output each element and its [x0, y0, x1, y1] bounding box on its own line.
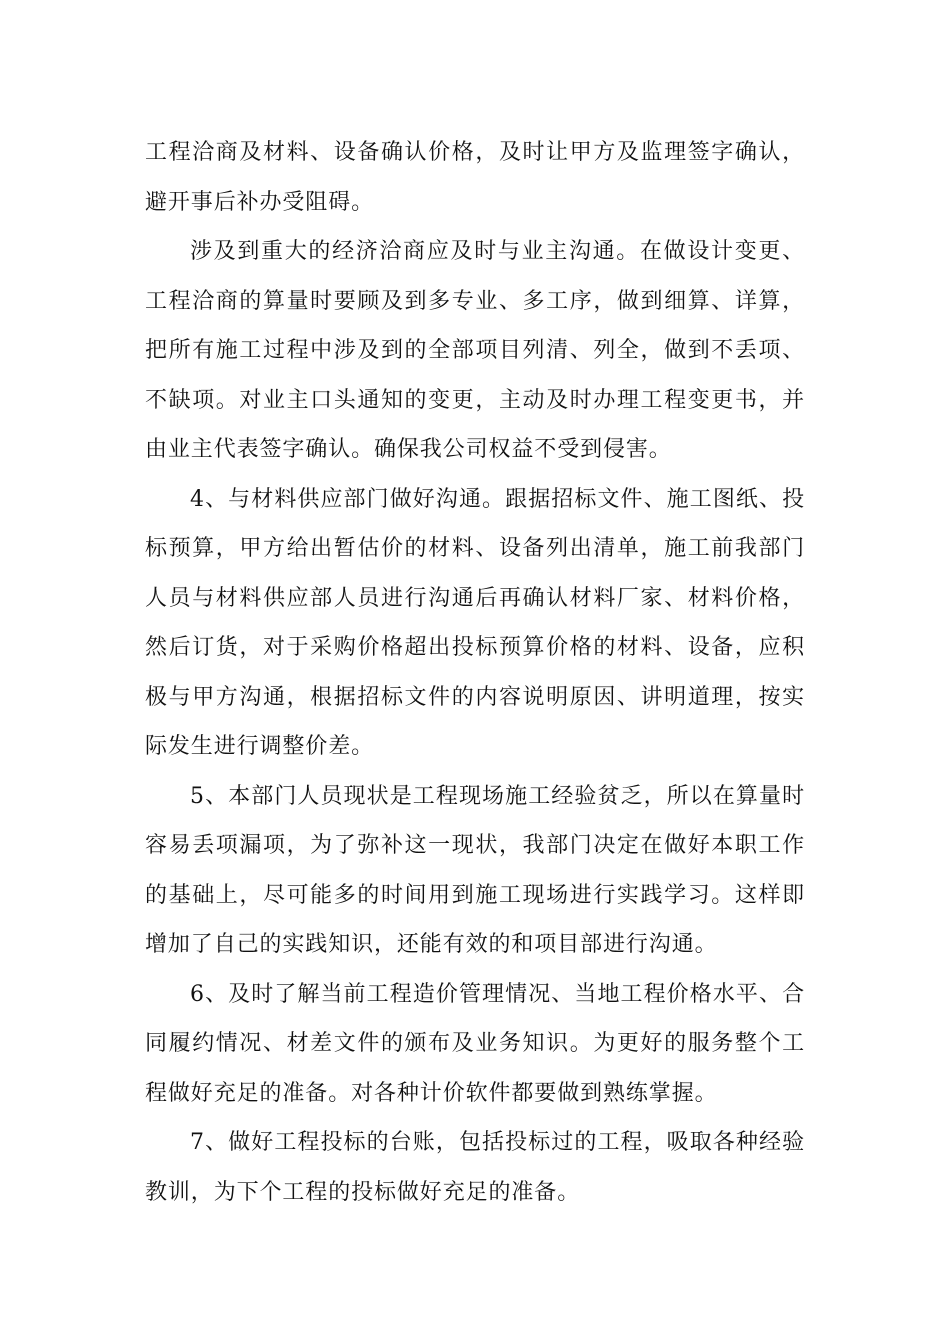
paragraph-6: 7、做好工程投标的台账，包括投标过的工程，吸取各种经验教训，为下个工程的投标做好充足的准备。: [145, 1130, 805, 1205]
document-body: [145, 128, 805, 1217]
paragraph-1: 工程洽商及材料、设备确认价格，及时让甲方及监理签字确认，避开事后补办受阻碍。: [145, 140, 805, 215]
paragraph-4: 5、本部门人员现状是工程现场施工经验贫乏，所以在算量时容易丢项漏项，为了弥补这一现状，我部门决定在做好本职工作的基础上，尽可能多的时间用到施工现场进行实践学习。这样即增加了自己的实践知识，还能有效的和项目部进行沟通。: [145, 783, 805, 957]
paragraph-2: 涉及到重大的经济洽商应及时与业主沟通。在做设计变更、工程洽商的算量时要顾及到多专业、多工序，做到细算、详算，把所有施工过程中涉及到的全部项目列清、列全，做到不丢项、不缺项。对业主口头通知的变更，主动及时办理工程变更书，并由业主代表签字确认。确保我公司权益不受到侵害。: [145, 239, 805, 462]
paragraph-3: 4、与材料供应部门做好沟通。跟据招标文件、施工图纸、投标预算，甲方给出暂估价的材料、设备列出清单，施工前我部门人员与材料供应部人员进行沟通后再确认材料厂家、材料价格，然后订货，对于采购价格超出投标预算价格的材料、设备，应积极与甲方沟通，根据招标文件的内容说明原因、讲明道理，按实际发生进行调整价差。: [145, 486, 805, 759]
paragraph-5: 6、及时了解当前工程造价管理情况、当地工程价格水平、合同履约情况、材差文件的颁布及业务知识。为更好的服务整个工程做好充足的准备。对各种计价软件都要做到熟练掌握。: [145, 981, 805, 1106]
